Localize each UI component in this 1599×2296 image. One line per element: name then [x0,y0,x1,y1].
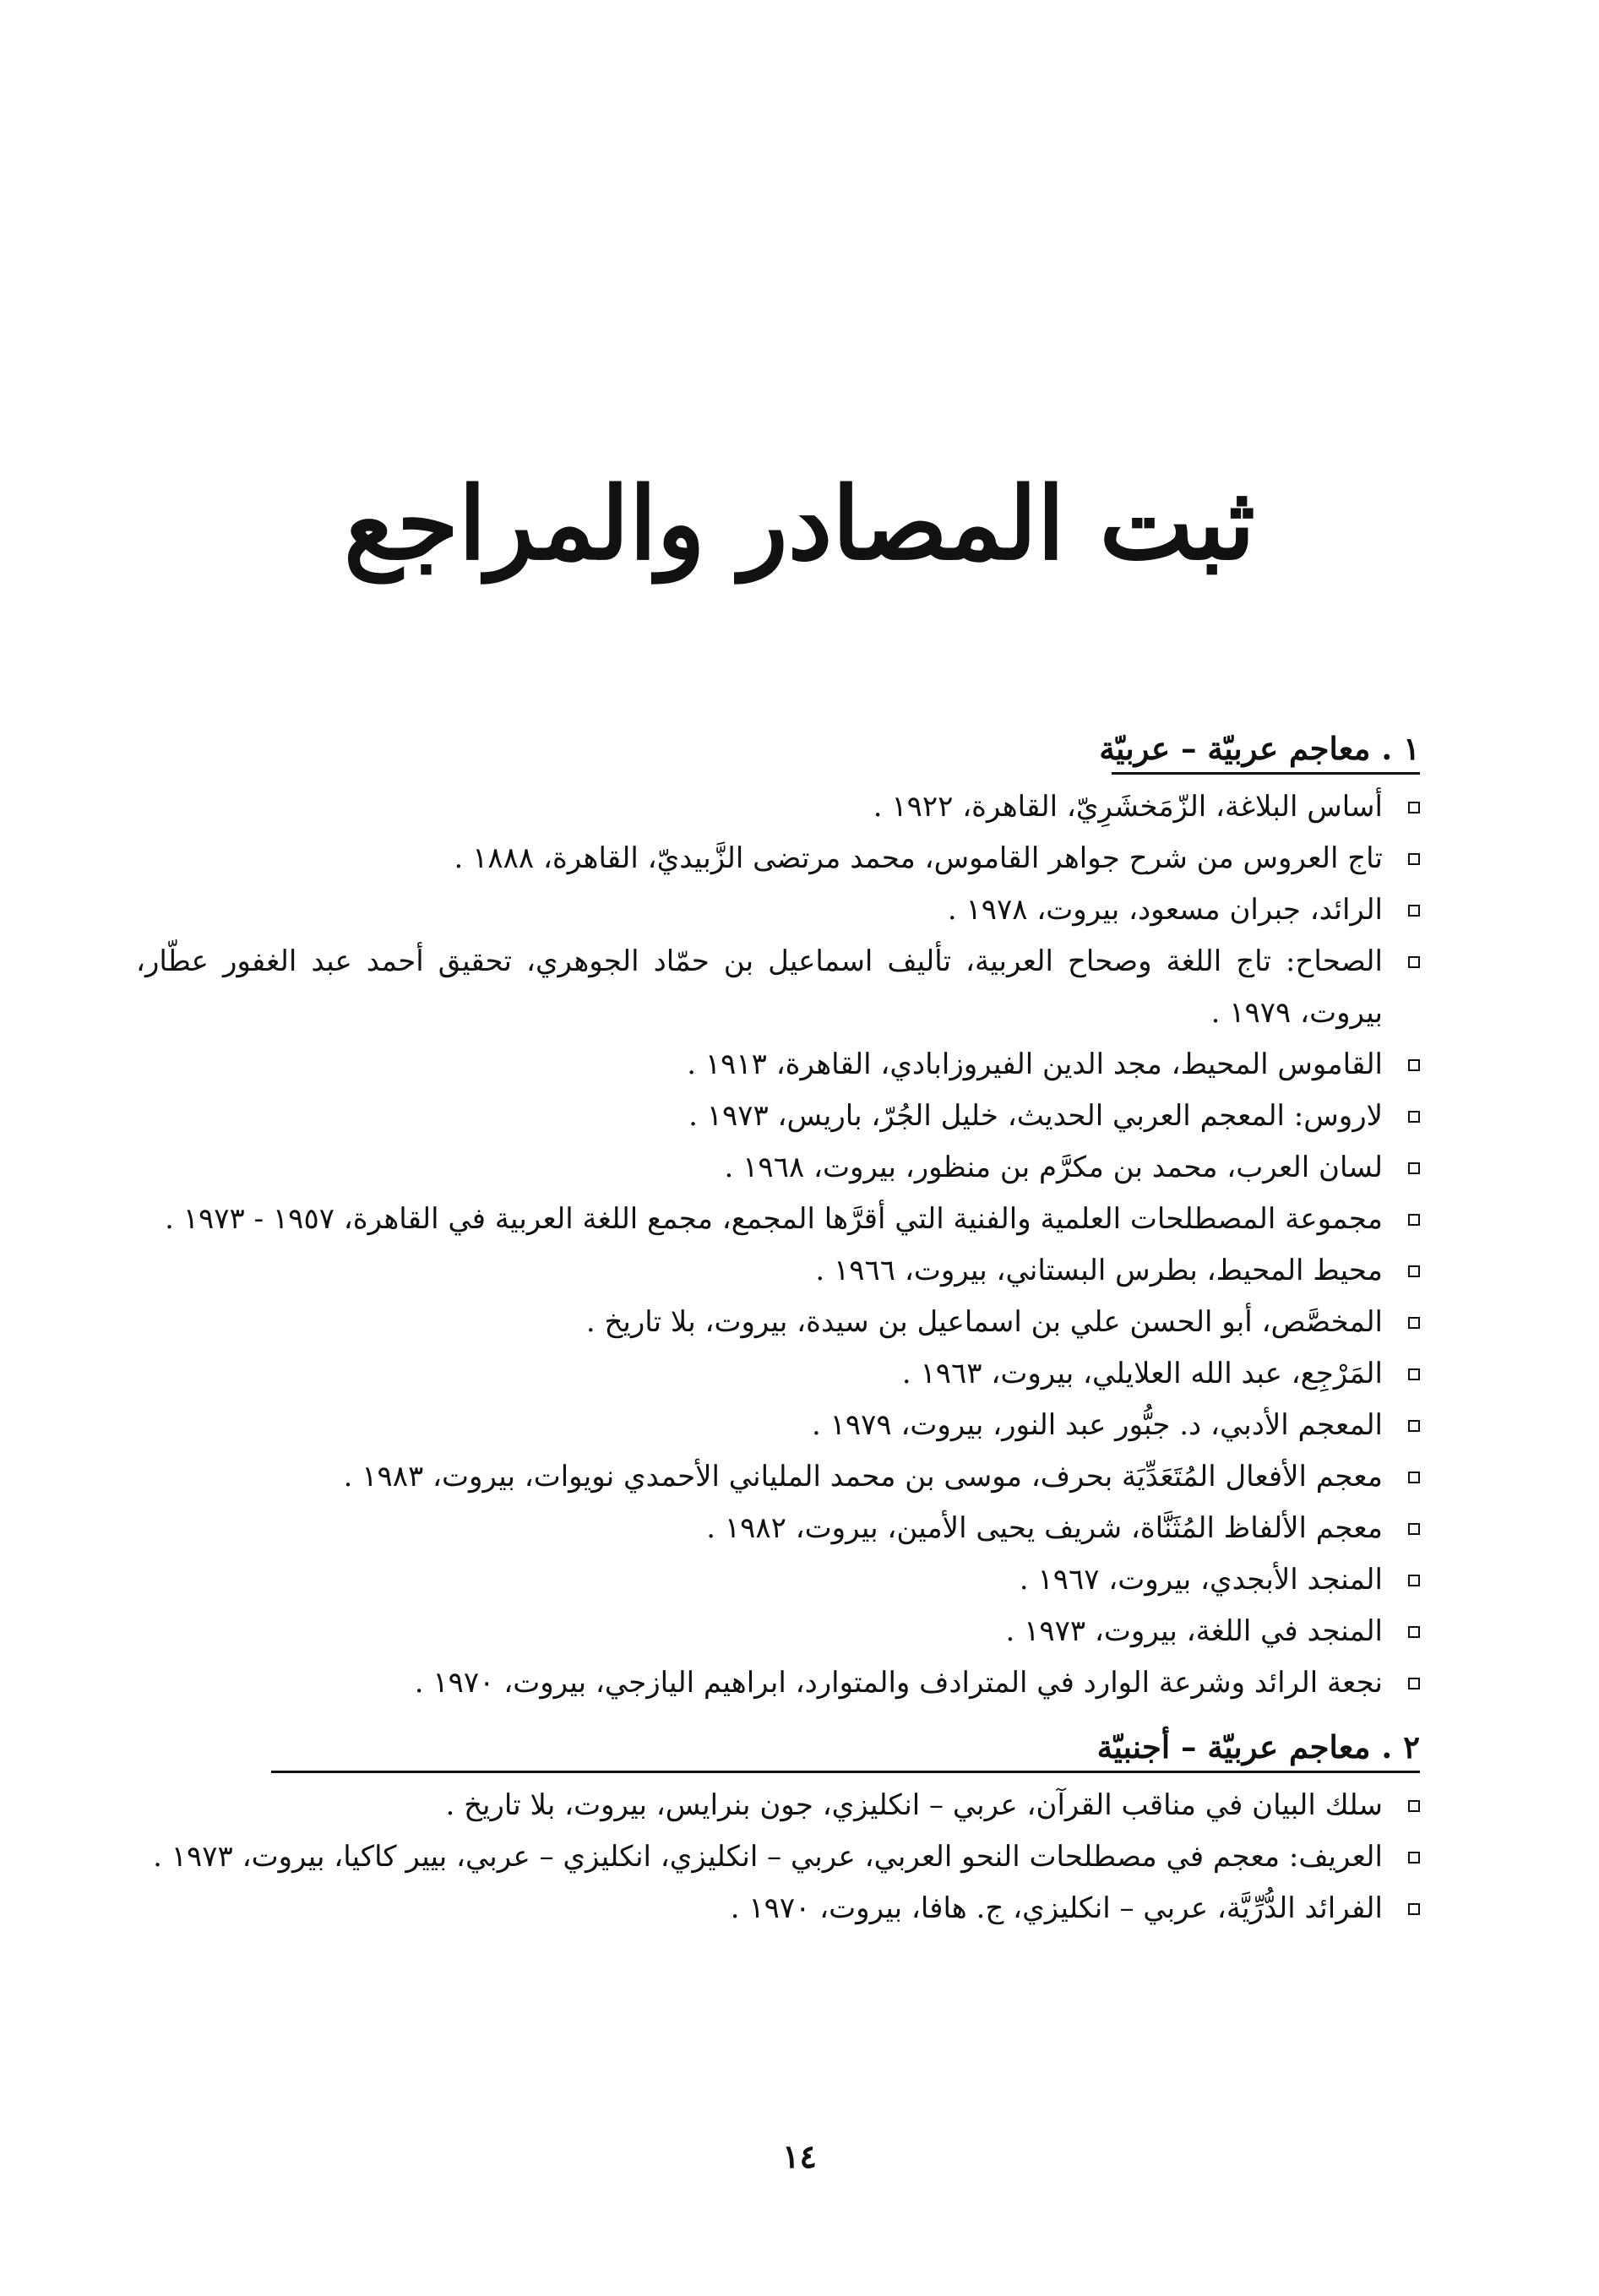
entry-text: مجموعة المصطلحات العلمية والفنية التي أقرَّها المجمع، مجمع اللغة العربية في القاهرة، ١٩٥٧ - ١٩٧٣ . [165,1202,1383,1236]
bibliography-entry [136,1142,1420,1194]
bibliography-entry [136,1400,1420,1451]
entry-text: لسان العرب، محمد بن مكرَّم بن منظور، بيروت، ١٩٦٨ . [724,1151,1383,1184]
square-bullet-icon [1408,1678,1420,1689]
section-heading-arabic-foreign [136,1721,1420,1773]
bibliography-entry [136,1348,1420,1400]
square-bullet-icon [1408,1214,1420,1226]
bibliography-entry [136,1831,1420,1883]
bibliography-content [136,722,1420,1934]
bibliography-entry [136,1245,1420,1297]
bibliography-entry [136,833,1420,884]
bibliography-entry [136,884,1420,936]
entry-text: معجم الألفاظ المُثَنَّاة، شريف يحيى الأمين، بيروت، ١٩٨٢ . [706,1511,1383,1545]
square-bullet-icon [1408,1420,1420,1432]
bibliography-entry [136,1883,1420,1934]
entry-text: المَرْجِع، عبد الله العلايلي، بيروت، ١٩٦٣ . [901,1357,1383,1390]
section-heading-text: ١ . معاجم عربيّة – عربيّة [1099,730,1420,767]
bibliography-entry [136,1451,1420,1503]
bibliography-entry [136,1657,1420,1709]
page-title: ثبت المصادر والمراجع [344,465,1255,583]
bibliography-entry [136,936,1420,1039]
square-bullet-icon [1408,1523,1420,1535]
square-bullet-icon [1408,1317,1420,1329]
square-bullet-icon [1408,1626,1420,1638]
entry-text: القاموس المحيط، مجد الدين الفيروزابادي، القاهرة، ١٩١٣ . [687,1047,1383,1081]
section-underline [1112,772,1420,775]
bibliography-entry [136,1091,1420,1142]
entry-text: سلك البيان في مناقب القرآن، عربي – انكليزي، جون بنرايس، بيروت، بلا تاريخ . [445,1788,1383,1822]
square-bullet-icon [1408,1111,1420,1123]
bibliography-entry [136,1039,1420,1091]
entry-text: المعجم الأدبي، د. جبُّور عبد النور، بيروت، ١٩٧٩ . [811,1408,1383,1442]
section-heading-text: ٢ . معاجم عربيّة – أجنبيّة [1096,1728,1420,1766]
entry-text: الرائد، جبران مسعود، بيروت، ١٩٧٨ . [947,893,1383,927]
section-underline [271,1771,1420,1773]
entry-list-arabic-foreign [136,1780,1420,1934]
bibliography-entry [136,1503,1420,1554]
bibliography-entry [136,1554,1420,1606]
square-bullet-icon [1408,1162,1420,1174]
entry-text: الفرائد الدُّرِّيَّة، عربي – انكليزي، ج. هافا، بيروت، ١٩٧٠ . [730,1891,1383,1925]
square-bullet-icon [1408,1368,1420,1380]
entry-text: العريف: معجم في مصطلحات النحو العربي، عربي – انكليزي، انكليزي – عربي، بيير كاكيا، بيروت، ١٩٧٣ . [153,1840,1383,1874]
square-bullet-icon [1408,905,1420,917]
entry-text: لاروس: المعجم العربي الحديث، خليل الجُرّ، باريس، ١٩٧٣ . [688,1099,1383,1133]
bibliography-entry [136,1194,1420,1245]
square-bullet-icon [1408,1265,1420,1277]
entry-text: معجم الأفعال المُتَعَدِّيَة بحرف، موسى بن محمد الملياني الأحمدي نويوات، بيروت، ١٩٨٣ . [343,1460,1383,1493]
square-bullet-icon [1408,1059,1420,1071]
entry-text: المنجد في اللغة، بيروت، ١٩٧٣ . [1005,1614,1383,1648]
page-number: ١٤ [782,2137,817,2175]
entry-text: تاج العروس من شرح جواهر القاموس، محمد مرتضى الزَّبيديّ، القاهرة، ١٨٨٨ . [454,841,1383,875]
square-bullet-icon [1408,956,1420,968]
bibliography-entry [136,1606,1420,1657]
bibliography-entry [136,1297,1420,1348]
square-bullet-icon [1408,1575,1420,1586]
entry-text: المخصَّص، أبو الحسن علي بن اسماعيل بن سيدة، بيروت، بلا تاريخ . [585,1305,1383,1339]
bibliography-entry [136,1780,1420,1831]
entry-list-arabic-arabic [136,781,1420,1709]
entry-text: أساس البلاغة، الزّمَخشَرِيّ، القاهرة، ١٩٢٢ . [873,790,1383,824]
square-bullet-icon [1408,1903,1420,1915]
entry-text: الصحاح: تاج اللغة وصحاح العربية، تأليف اسماعيل بن حمّاد الجوهري، تحقيق أحمد عبد الغفور عطّار، بيروت، ١٩٧٩ . [136,944,1383,1030]
square-bullet-icon [1408,1800,1420,1812]
square-bullet-icon [1408,853,1420,865]
square-bullet-icon [1408,1472,1420,1483]
square-bullet-icon [1408,1852,1420,1863]
entry-text: المنجد الأبجدي، بيروت، ١٩٦٧ . [1019,1563,1383,1597]
entry-text: محيط المحيط، بطرس البستاني، بيروت، ١٩٦٦ . [815,1254,1383,1287]
entry-text: نجعة الرائد وشرعة الوارد في المترادف والمتوارد، ابراهيم اليازجي، بيروت، ١٩٧٠ . [414,1666,1383,1700]
section-heading-arabic-arabic [136,722,1420,775]
bibliography-entry [136,781,1420,833]
square-bullet-icon [1408,802,1420,813]
